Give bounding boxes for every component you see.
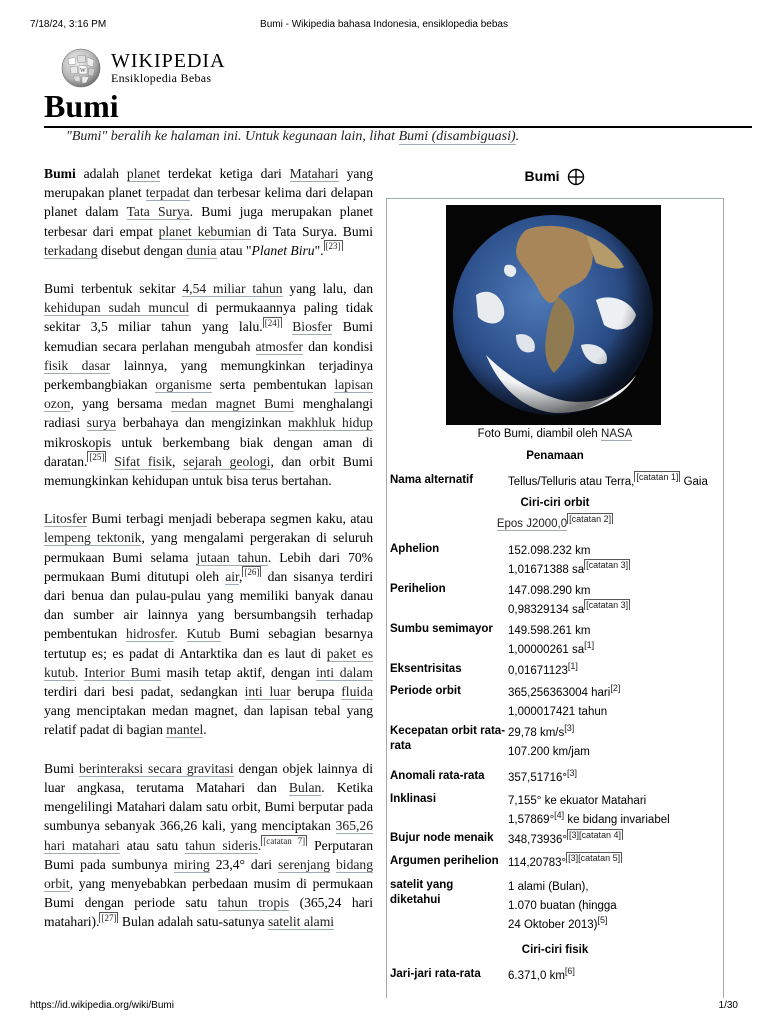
article-link[interactable]: mantel: [166, 722, 204, 738]
article-link[interactable]: Tata Surya: [126, 204, 190, 220]
row-value-line: [508, 831, 722, 850]
article-link[interactable]: inti luar: [244, 684, 291, 700]
row-label: Perihelion: [390, 583, 446, 595]
row-value: [508, 854, 722, 873]
row-value: [508, 582, 722, 620]
reference-link[interactable]: [3][catatan 4]: [568, 830, 622, 841]
row-value-text: 357,51716°: [508, 772, 567, 784]
row-value-line: [508, 542, 722, 561]
row-value-text: 147.098.290 km: [508, 585, 591, 597]
wikipedia-logo[interactable]: [60, 47, 240, 89]
reference-link[interactable]: [24]: [264, 317, 280, 328]
article-link[interactable]: medan magnet Bumi: [170, 396, 295, 412]
section-header-naming: Penamaan: [526, 450, 584, 462]
row-label: Kecepatan orbit rata-rata: [390, 725, 506, 752]
reference-link[interactable]: [3]: [566, 768, 577, 779]
reference-link[interactable]: [catatan 3]: [586, 600, 629, 611]
row-value: [508, 684, 722, 722]
reference-link[interactable]: [1]: [567, 661, 578, 672]
row-label: satelit yang diketahui: [390, 879, 454, 906]
article-link[interactable]: satelit alami: [267, 914, 335, 930]
article-link[interactable]: lempeng tektonik: [44, 530, 142, 546]
article-link[interactable]: paket es kutub: [44, 645, 373, 680]
article-paragraph-2: Bumi terbentuk sekitar 4,54 miliar tahun yang lalu, dan kehidupan sudah muncul di permukaannya paling tidak sekitar 3,5 miliar tahun yang lalu. [24] Biosfer Bumi kemudian secara perlahan mengubah atmosfer dan kondisi fisik dasar lainnya, yang memungkinkan terjadinya perkembangbiakan organisme serta pembentukan lapisan ozon, yang bersama medan magnet Bumi menghalangi radiasi surya berbahaya dan mengizinkan makhluk hidup mikroskopis untuk berkembang biak dengan aman di daratan. [25] Sifat fisik, sejarah geologi, dan orbit Bumi memungkinkan kehidupan untuk bisa terus bertahan.: [44, 281, 373, 489]
article-paragraph-3: Litosfer Bumi terbagi menjadi beberapa segmen kaku, atau lempeng tektonik, yang mengalami pergerakan di seluruh permukaan Bumi selama jutaan tahun. Lebih dari 70% permukaan Bumi ditutupi oleh air, [26] dan sisanya terdiri dari benua dan pulau-pulau yang memiliki banyak danau dan sumber air lainnya yang bersumbangsih terhadap pembentukan hidrosfer. Kutub Bumi sebagian besarnya tertutup es; es padat di Antarktika dan es laut di paket es kutub. Interior Bumi masih tetap aktif, dengan inti dalam terdiri dari besi padat, sedangkan inti luar berupa fluida yang menciptakan medan magnet, dan lapisan tebal yang relatif padat di bagian mantel.: [44, 511, 374, 738]
row-value-line: [508, 641, 722, 660]
hatnote-suffix: .: [515, 129, 520, 144]
reference-link[interactable]: [1]: [584, 640, 595, 651]
row-label: Inklinasi: [390, 793, 437, 805]
row-value: [508, 831, 722, 850]
row-value-text: 149.598.261 km: [508, 625, 591, 637]
radius-value: 6.371,0 km: [508, 970, 565, 982]
earth-symbol-icon: [567, 168, 585, 186]
epoch-link[interactable]: Epos J2000,0: [496, 518, 568, 530]
article-body: [44, 164, 373, 951]
row-value-text: 29,78 km/s: [508, 727, 565, 739]
row-value-text: 1,00000261 sa: [508, 644, 585, 656]
row-value-text: 1.070 buatan (hingga: [508, 900, 617, 912]
row-value: [508, 473, 724, 492]
row-value: [508, 967, 722, 986]
reference-link[interactable]: [catatan 1]: [636, 472, 679, 483]
reference-link[interactable]: [3]: [564, 723, 575, 734]
row-value-text: 0,98329134 sa: [508, 604, 585, 616]
page-title: Bumi: [44, 88, 119, 124]
row-value-text: 107.200 km/jam: [508, 746, 590, 758]
photo-caption-text: Foto Bumi, diambil oleh: [477, 428, 602, 440]
row-value-line: [508, 582, 722, 601]
alt-name-value: Tellus/Telluris atau Terra,: [508, 476, 635, 488]
article-link[interactable]: terkadang: [44, 242, 98, 258]
row-label: Bujur node menaik: [390, 832, 494, 844]
row-label: Anomali rata-rata: [390, 770, 485, 782]
article-link[interactable]: tahun sideris: [185, 837, 258, 853]
wikipedia-globe-icon: [60, 47, 102, 89]
row-label: Jari-jari rata-rata: [390, 968, 481, 980]
print-datetime: 7/18/24, 3:16 PM: [30, 19, 107, 30]
row-value-text: 1 alami (Bulan),: [508, 881, 589, 893]
article-link[interactable]: Bulan: [288, 779, 322, 795]
row-value: [508, 769, 722, 788]
row-value-text: 1,01671388 sa: [508, 564, 585, 576]
article-link[interactable]: Sifat fisik: [114, 453, 173, 469]
row-value-line: [508, 769, 722, 788]
row-value-line: [508, 878, 722, 897]
hatnote: [66, 129, 756, 145]
article-link[interactable]: Interior Bumi: [84, 664, 161, 680]
article-link[interactable]: atmosfer: [255, 338, 304, 354]
alt-name-tail: Gaia: [680, 476, 708, 488]
row-value-line: [508, 916, 722, 935]
article-link[interactable]: serenjang: [277, 856, 331, 872]
row-value-line: [508, 561, 722, 580]
article-link[interactable]: miring: [173, 856, 210, 872]
print-footer: [0, 1000, 768, 1024]
row-label: Eksentrisitas: [390, 663, 462, 675]
row-value-text: 348,73936°: [508, 834, 567, 846]
reference-link[interactable]: [23]: [325, 241, 341, 252]
row-label: Periode orbit: [390, 685, 461, 697]
reference-link[interactable]: [3][catatan 5]: [568, 853, 621, 864]
print-header: [0, 0, 768, 30]
row-value-tail: ke bidang invariabel: [564, 814, 670, 826]
reference-link[interactable]: [2]: [610, 683, 621, 694]
row-label: Aphelion: [390, 543, 440, 555]
article-link[interactable]: inti dalam: [315, 664, 374, 680]
article-link[interactable]: organisme: [155, 377, 212, 393]
infobox-title: [386, 168, 724, 198]
title-divider: [44, 126, 752, 128]
reference-link[interactable]: [4]: [554, 810, 565, 821]
row-value-text: 1,000017421 tahun: [508, 706, 608, 718]
article-paragraph-1: Bumi adalah planet terdekat ketiga dari Matahari yang merupakan planet terpadat dan terbesar kelima dari delapan planet dalam Tata Surya. Bumi juga merupakan planet terbesar dari empat planet kebumian di Tata Surya. Bumi terkadang disebut dengan dunia atau "Planet Biru". [23]: [44, 166, 374, 258]
print-doc-title: Bumi - Wikipedia bahasa Indonesia, ensiklopedia bebas: [260, 19, 508, 30]
reference-link[interactable]: [catatan 2]: [569, 514, 612, 525]
earth-photo-image: [446, 205, 661, 425]
row-value-text: 0,01671123: [508, 665, 568, 677]
article-link[interactable]: hidrosfer: [126, 626, 175, 642]
row-value-line: [508, 897, 722, 916]
row-value-line: [508, 792, 722, 811]
infobox-title-text: Bumi: [524, 168, 560, 184]
reference-link[interactable]: [26]: [244, 567, 260, 578]
row-value: [508, 792, 722, 830]
article-link[interactable]: lapisan ozon: [44, 377, 373, 412]
reference-link[interactable]: [5]: [597, 915, 608, 926]
article-link[interactable]: dunia: [186, 242, 217, 258]
row-value-line: [508, 601, 722, 620]
row-label: Argumen perihelion: [390, 855, 499, 867]
earth-photo[interactable]: [446, 205, 661, 425]
row-value-line: [508, 724, 722, 743]
row-label: Nama alternatif: [390, 474, 474, 486]
row-value-text: 7,155° ke ekuator Matahari: [508, 795, 647, 807]
row-value: [508, 542, 722, 580]
row-label: Sumbu semimayor: [390, 623, 493, 635]
reference-link[interactable]: [catatan 3]: [586, 560, 629, 571]
section-header-orbit: Ciri-ciri orbit: [520, 497, 590, 509]
reference-link[interactable]: [catatan 7]: [263, 835, 306, 846]
row-value: [508, 662, 722, 681]
reference-link[interactable]: [27]: [101, 912, 117, 923]
article-link[interactable]: planet: [126, 166, 161, 181]
print-page-number: 1/30: [718, 1000, 738, 1011]
article-link[interactable]: air: [225, 568, 240, 584]
article-link[interactable]: sejarah geologi: [183, 453, 271, 469]
row-value-text: 365,256363004 hari: [508, 687, 611, 699]
article-link[interactable]: 365,26 hari matahari: [44, 818, 373, 853]
row-value-line: [508, 743, 722, 762]
row-value-line: [508, 811, 722, 830]
article-link[interactable]: 4,54 miliar tahun: [182, 281, 283, 297]
article-link[interactable]: bidang orbit: [44, 856, 373, 891]
hatnote-text: "Bumi" beralih ke halaman ini. Untuk kegunaan lain, lihat: [66, 129, 399, 144]
row-value-line: [508, 703, 722, 722]
epoch-line: [386, 514, 724, 530]
article-link[interactable]: makhluk hidup: [287, 415, 373, 431]
photo-caption: [386, 428, 724, 440]
article-link[interactable]: Kutub: [186, 626, 221, 642]
row-value-text: 114,20783°: [508, 857, 567, 869]
row-value-line: [508, 662, 722, 681]
article-link[interactable]: kehidupan sudah muncul: [44, 300, 190, 316]
row-value-text: 1,57869°: [508, 814, 555, 826]
row-value: [508, 622, 722, 660]
article-link[interactable]: terpadat: [145, 185, 190, 201]
reference-link[interactable]: [25]: [89, 452, 105, 463]
article-link[interactable]: Biosfer: [292, 319, 333, 335]
row-value: [508, 878, 722, 935]
caption-nasa-link[interactable]: NASA: [601, 428, 633, 440]
print-url: https://id.wikipedia.org/wiki/Bumi: [30, 1000, 174, 1011]
section-header-physical: Ciri-ciri fisik: [521, 944, 589, 956]
row-value-line: [508, 684, 722, 703]
article-link[interactable]: fisik dasar: [44, 357, 111, 373]
svg-text:W: W: [80, 68, 86, 74]
article-link[interactable]: planet kebumian: [158, 223, 252, 239]
row-value-line: [508, 622, 722, 641]
article-link[interactable]: fluida: [341, 684, 373, 700]
row-value: [508, 724, 722, 762]
wikipedia-tagline: Ensiklopedia Bebas: [111, 71, 212, 85]
article-link[interactable]: Matahari: [289, 166, 339, 181]
reference-link[interactable]: [6]: [564, 966, 575, 977]
hatnote-disambiguation-link[interactable]: Bumi (disambiguasi): [398, 129, 516, 144]
article-link[interactable]: berinteraksi secara gravitasi: [79, 760, 234, 776]
row-value-text: 152.098.232 km: [508, 545, 591, 557]
row-value-text: 24 Oktober 2013): [508, 919, 598, 931]
article-link[interactable]: surya: [86, 415, 117, 431]
article-link[interactable]: Litosfer: [44, 511, 88, 527]
wikipedia-wordmark: WIKIPEDIA: [111, 50, 226, 72]
row-value-line: [508, 854, 722, 873]
article-paragraph-4: Bumi berinteraksi secara gravitasi dengan objek lainnya di luar angkasa, terutama Matahari dan Bulan. Ketika mengelilingi Matahari dalam satu orbit, Bumi berputar pada sumbunya sebanyak 366,26 kali, yang menciptakan 365,26 hari matahari atau satu tahun sideris. [catatan 7] Perputaran Bumi pada sumbunya miring 23,4° dari serenjang bidang orbit, yang menyebabkan perbedaan musim di permukaan Bumi dengan periode satu tahun tropis (365,24 hari matahari). [27] Bulan adalah satu-satunya satelit alami: [44, 760, 373, 930]
article-link[interactable]: jutaan tahun: [196, 549, 268, 565]
article-link[interactable]: tahun tropis: [217, 895, 290, 911]
